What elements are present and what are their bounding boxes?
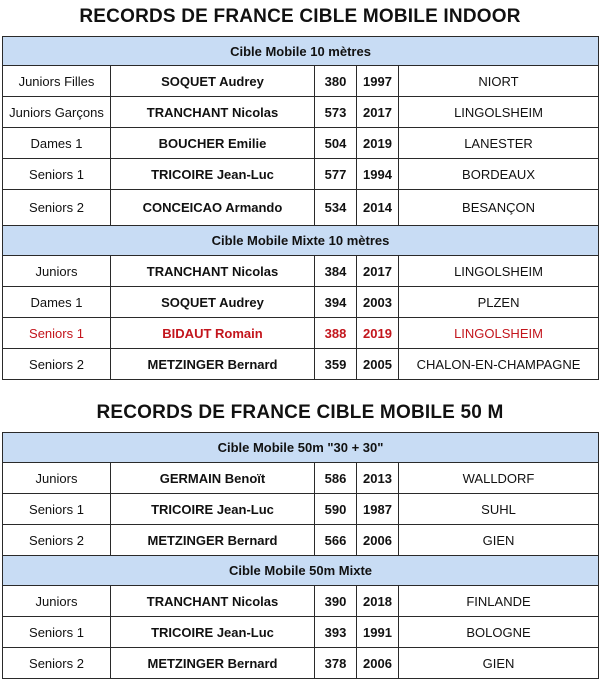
name-cell: METZINGER Bernard bbox=[111, 349, 315, 380]
name-cell: SOQUET Audrey bbox=[111, 66, 315, 97]
table-row bbox=[3, 287, 599, 318]
score-cell: 384 bbox=[315, 256, 357, 287]
name-cell: TRANCHANT Nicolas bbox=[111, 586, 315, 617]
category-cell: Juniors Garçons bbox=[3, 97, 111, 128]
year-cell: 1997 bbox=[357, 66, 399, 97]
category-cell: Seniors 1 bbox=[3, 318, 111, 349]
table-row bbox=[3, 586, 599, 617]
table-row bbox=[3, 128, 599, 159]
category-cell: Juniors bbox=[3, 586, 111, 617]
name-cell: BIDAUT Romain bbox=[111, 318, 315, 349]
name-cell: TRICOIRE Jean-Luc bbox=[111, 159, 315, 190]
category-cell: Dames 1 bbox=[3, 128, 111, 159]
table-row bbox=[3, 525, 599, 556]
table-row bbox=[3, 159, 599, 190]
year-cell: 1991 bbox=[357, 617, 399, 648]
score-cell: 504 bbox=[315, 128, 357, 159]
score-cell: 380 bbox=[315, 66, 357, 97]
place-cell: LINGOLSHEIM bbox=[399, 97, 599, 128]
place-cell: BOLOGNE bbox=[399, 617, 599, 648]
category-cell: Seniors 2 bbox=[3, 190, 111, 226]
year-cell: 2017 bbox=[357, 97, 399, 128]
score-cell: 566 bbox=[315, 525, 357, 556]
year-cell: 2018 bbox=[357, 586, 399, 617]
name-cell: TRICOIRE Jean-Luc bbox=[111, 617, 315, 648]
score-cell: 359 bbox=[315, 349, 357, 380]
name-cell: GERMAIN Benoït bbox=[111, 463, 315, 494]
name-cell: METZINGER Bernard bbox=[111, 648, 315, 679]
place-cell: WALLDORF bbox=[399, 463, 599, 494]
year-cell: 2003 bbox=[357, 287, 399, 318]
year-cell: 2014 bbox=[357, 190, 399, 226]
section-header-row bbox=[3, 37, 599, 66]
place-cell: SUHL bbox=[399, 494, 599, 525]
score-cell: 577 bbox=[315, 159, 357, 190]
category-cell: Seniors 2 bbox=[3, 349, 111, 380]
year-cell: 2006 bbox=[357, 525, 399, 556]
page-title-50m: RECORDS DE FRANCE CIBLE MOBILE 50 M bbox=[96, 402, 504, 423]
place-cell: BESANÇON bbox=[399, 190, 599, 226]
section-header: Cible Mobile 10 mètres bbox=[3, 37, 599, 66]
score-cell: 590 bbox=[315, 494, 357, 525]
category-cell: Dames 1 bbox=[3, 287, 111, 318]
place-cell: GIEN bbox=[399, 525, 599, 556]
year-cell: 2005 bbox=[357, 349, 399, 380]
name-cell: TRANCHANT Nicolas bbox=[111, 97, 315, 128]
year-cell: 2013 bbox=[357, 463, 399, 494]
category-cell: Seniors 1 bbox=[3, 159, 111, 190]
table-row bbox=[3, 648, 599, 679]
place-cell: NIORT bbox=[399, 66, 599, 97]
category-cell: Seniors 1 bbox=[3, 494, 111, 525]
section-header-row bbox=[3, 226, 599, 256]
year-cell: 2019 bbox=[357, 318, 399, 349]
place-cell: FINLANDE bbox=[399, 586, 599, 617]
year-cell: 2017 bbox=[357, 256, 399, 287]
category-cell: Seniors 2 bbox=[3, 525, 111, 556]
place-cell: CHALON-EN-CHAMPAGNE bbox=[399, 349, 599, 380]
score-cell: 393 bbox=[315, 617, 357, 648]
table-row-highlighted bbox=[3, 318, 599, 349]
category-cell: Seniors 1 bbox=[3, 617, 111, 648]
table-row bbox=[3, 97, 599, 128]
section-header: Cible Mobile Mixte 10 mètres bbox=[3, 226, 599, 256]
table-row bbox=[3, 256, 599, 287]
score-cell: 534 bbox=[315, 190, 357, 226]
category-cell: Juniors Filles bbox=[3, 66, 111, 97]
place-cell: LINGOLSHEIM bbox=[399, 256, 599, 287]
section-header-row bbox=[3, 556, 599, 586]
name-cell: TRANCHANT Nicolas bbox=[111, 256, 315, 287]
records-table-50m bbox=[2, 432, 599, 679]
place-cell: PLZEN bbox=[399, 287, 599, 318]
name-cell: BOUCHER Emilie bbox=[111, 128, 315, 159]
score-cell: 586 bbox=[315, 463, 357, 494]
score-cell: 573 bbox=[315, 97, 357, 128]
name-cell: CONCEICAO Armando bbox=[111, 190, 315, 226]
score-cell: 390 bbox=[315, 586, 357, 617]
table-row bbox=[3, 66, 599, 97]
page-title-indoor: RECORDS DE FRANCE CIBLE MOBILE INDOOR bbox=[79, 6, 521, 27]
name-cell: TRICOIRE Jean-Luc bbox=[111, 494, 315, 525]
table-row bbox=[3, 463, 599, 494]
table-row bbox=[3, 617, 599, 648]
place-cell: GIEN bbox=[399, 648, 599, 679]
year-cell: 1994 bbox=[357, 159, 399, 190]
table-row bbox=[3, 190, 599, 226]
score-cell: 378 bbox=[315, 648, 357, 679]
score-cell: 388 bbox=[315, 318, 357, 349]
section-header-row bbox=[3, 433, 599, 463]
category-cell: Juniors bbox=[3, 256, 111, 287]
year-cell: 2019 bbox=[357, 128, 399, 159]
name-cell: SOQUET Audrey bbox=[111, 287, 315, 318]
section-header: Cible Mobile 50m "30 + 30" bbox=[3, 433, 599, 463]
category-cell: Seniors 2 bbox=[3, 648, 111, 679]
table-row bbox=[3, 349, 599, 380]
place-cell: BORDEAUX bbox=[399, 159, 599, 190]
score-cell: 394 bbox=[315, 287, 357, 318]
section-header: Cible Mobile 50m Mixte bbox=[3, 556, 599, 586]
place-cell: LINGOLSHEIM bbox=[399, 318, 599, 349]
table-row bbox=[3, 494, 599, 525]
records-table-indoor bbox=[2, 36, 599, 380]
year-cell: 2006 bbox=[357, 648, 399, 679]
place-cell: LANESTER bbox=[399, 128, 599, 159]
year-cell: 1987 bbox=[357, 494, 399, 525]
category-cell: Juniors bbox=[3, 463, 111, 494]
name-cell: METZINGER Bernard bbox=[111, 525, 315, 556]
